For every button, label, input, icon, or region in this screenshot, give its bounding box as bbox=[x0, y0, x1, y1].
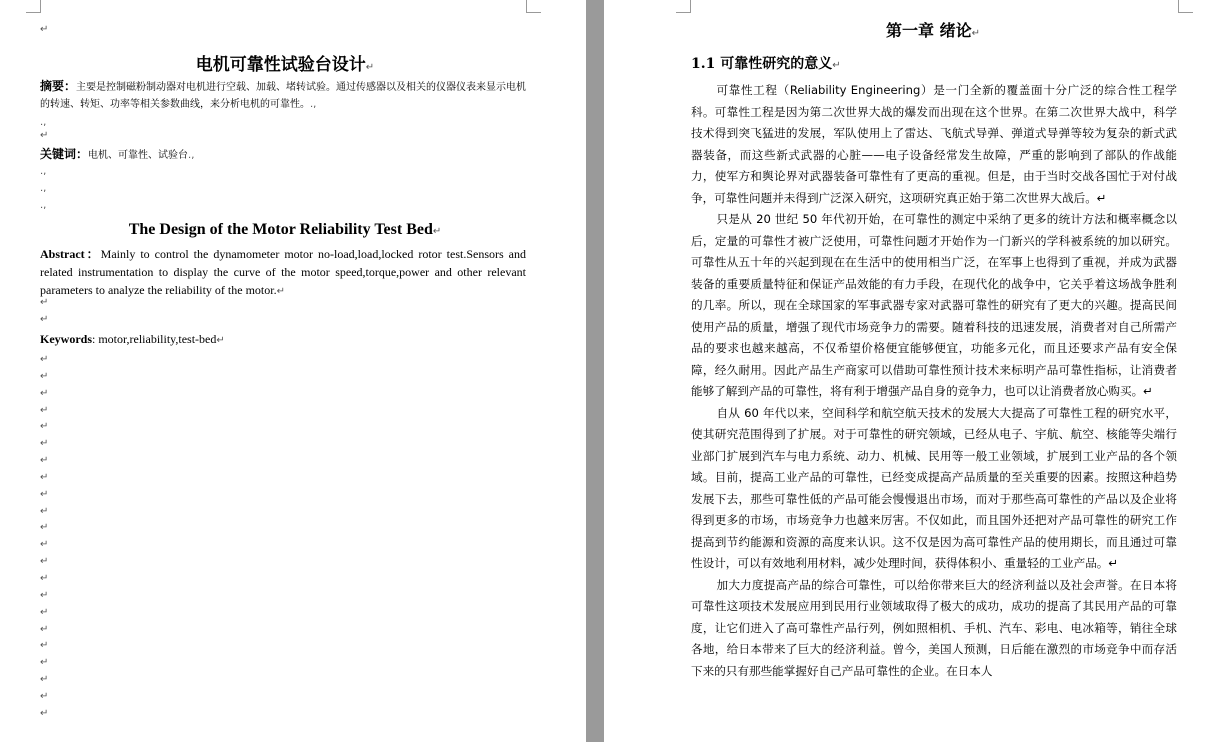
section-title: 1.1 可靠性研究的意义 bbox=[691, 56, 833, 72]
cn-abstract-text: 主要是控制磁粉制动器对电机进行空载、加载、堵转试验。通过传感器以及相关的仪器仪表来显示电机的转速、转矩、功率等相关参数曲线，来分析电机的可靠性。 bbox=[40, 82, 527, 110]
cn-document-title: 电机可靠性试验台设计 bbox=[195, 55, 366, 75]
en-abstract bbox=[40, 245, 526, 301]
paragraph-mark: ↵ bbox=[40, 539, 49, 551]
paragraph-mark: ↵ bbox=[40, 421, 49, 433]
paragraph-mark: ↵ bbox=[365, 62, 375, 73]
paragraph-mark: ↵ bbox=[40, 657, 49, 669]
paragraph-mark: ., bbox=[40, 117, 47, 128]
paragraph-mark: ., bbox=[310, 99, 317, 110]
paragraph-mark: ↵ bbox=[40, 404, 49, 416]
paragraph-mark: ↵ bbox=[40, 354, 49, 365]
paragraph-mark: ., bbox=[40, 166, 47, 177]
body-paragraph: 自从 60 年代以来，空间科学和航空航天技术的发展大大提高了可靠性工程的研究水平，使其研究范围得到了扩展。对于可靠性的研究领域，已经从电子、宇航、航空、核能等尖端行业部门扩展到汽车与电力系统、动力、机械、民用等一般工业领域，扩展到工业产品的各个领域。目前，提高工业产品的可靠性，已经变成提高产品质量的至关重要的因素。按照这种趋势发展下去，那些可靠性低的产品可能会慢慢退出市场，而对于那些高可靠性的产品以及企业将得到更多的市场，市场竞争力也越来厉害。不仅如此，而且国外还把对产品可靠性的研究工作提高到节约能源和资源的高度来认识。这不仅是因为高可靠性产品的使用期长，而且通过可靠性设计，可以有效地利用材料，减少处理时间，获得体积小、重量轻的工业产品。↵ bbox=[691, 405, 1177, 570]
paragraph-mark: ↵ bbox=[40, 455, 49, 467]
paragraph-mark: ↵ bbox=[40, 505, 49, 517]
paragraph-mark: ↵ bbox=[40, 370, 49, 382]
paragraph-mark: ↵ bbox=[40, 690, 49, 702]
paragraph-mark: ↵ bbox=[40, 314, 49, 325]
body-text bbox=[691, 80, 1177, 682]
paragraph-mark: ↵ bbox=[276, 286, 285, 297]
cn-keywords bbox=[40, 146, 528, 164]
paragraph-mark: ., bbox=[188, 150, 195, 161]
cn-abstract bbox=[40, 78, 528, 113]
empty-paragraph-marks bbox=[40, 354, 54, 725]
paragraph-mark: ↵ bbox=[40, 572, 49, 584]
paragraph-mark: ↵ bbox=[40, 297, 49, 308]
paragraph-mark: ↵ bbox=[40, 707, 49, 719]
crop-mark-top-right bbox=[1178, 0, 1193, 13]
document-page-right[interactable] bbox=[604, 0, 1220, 742]
paragraph-mark: ↵ bbox=[40, 471, 49, 483]
en-abstract-text: Mainly to control the dynamometer motor no-load,load,locked rotor test.Sensors and related instrumentation to display the curve of the motor speed,torque,power and other relevant parameters to analyze the reliability of the motor. bbox=[40, 247, 526, 297]
cn-abstract-label: 摘要： bbox=[40, 79, 77, 93]
body-paragraph: 加大力度提高产品的综合可靠性，可以给你带来巨大的经济利益以及社会声誉。在日本将可靠性这项技术发展应用到民用行业领域取得了极大的成功，成功的提高了其民用产品的可靠度，让它们进入了高可靠性产品行列，例如照相机、手机、汽车、彩电、电冰箱等，销往全球各地，给日本带来了巨大的经济利益。曾今，美国人预测，日后能在激烈的市场竞争中而存活下来的只有那些能掌握好自己产品可靠性的企业。在日本人 bbox=[691, 577, 1177, 678]
crop-mark-top-left bbox=[676, 0, 691, 13]
paragraph-mark: ↵ bbox=[40, 24, 49, 35]
paragraph-mark: ↵ bbox=[40, 438, 49, 450]
document-page-left[interactable] bbox=[0, 0, 586, 742]
paragraph-mark: ↵ bbox=[40, 623, 49, 635]
paragraph-mark: ↵ bbox=[40, 488, 49, 500]
paragraph-mark: ↵ bbox=[40, 674, 49, 686]
en-document-title: The Design of the Motor Reliability Test Bed bbox=[128, 221, 433, 238]
en-keywords-text: : motor,reliability,test-bed bbox=[92, 332, 217, 346]
paragraph-mark: ↵ bbox=[216, 335, 225, 346]
paragraph-mark: ., bbox=[40, 200, 47, 211]
paragraph-mark: ↵ bbox=[971, 28, 980, 39]
crop-mark-top-left bbox=[26, 0, 41, 13]
body-paragraph: 只是从 20 世纪 50 年代初开始，在可靠性的测定中采纳了更多的统计方法和概率概念以后，定量的可靠性才被广泛使用，可靠性问题才开始作为一门新兴的学科被系统的加以研究。可靠性从五十年的兴起到现在在生活中的使用相当广泛，在军事上也得到了重视，并成为武器装备的重要质量特征和保证产品效能的有力手段，在现代化的战争中，它关乎着这场战争胜利的几率。所以，现在全球国家的军事武器专家对武器可靠性的研究有了更大的兴趣。提高民间使用产品的质量，增强了现代市场竞争力的需要。随着科技的迅速发展，消费者对自己所需产品的要求也越来越高，不仅希望价格便宜能够便宜，功能多元化，而且还要求产品有安全保障，经久耐用。因此产品生产商家可以借助可靠性预计技术来标明产品可靠性指标，让消费者能够了解到产品的可靠性，将有利于增强产品自身的竞争力，也可以让消费者放心购买。↵ bbox=[691, 212, 1177, 398]
chapter-title: 第一章 绪论 bbox=[886, 21, 972, 40]
paragraph-mark: ↵ bbox=[832, 60, 841, 71]
paragraph-mark: ↵ bbox=[40, 387, 49, 399]
body-paragraph: 可靠性工程（Reliability Engineering）是一门全新的覆盖面十分广泛的综合性工程学科。可靠性工程是因为第二次世界大战的爆发而出现在这个世界。在第二次世界大战中，科学技术得到突飞猛进的发展，军队使用上了雷达、飞航式导弹、弹道式导弹等较为复杂的新式武器装备，而这些新式武器的心脏——电子设备经常发生故障，严重的影响到了部队的作战能力，使军方和舆论界对武器装备可靠性有了更高的重视。但是，由于当时交战各国忙于对付战争，可靠性问题并未得到广泛深入研究，这项研究真正始于第二次世界大战后。↵ bbox=[691, 83, 1177, 205]
paragraph-mark: ↵ bbox=[40, 640, 49, 652]
paragraph-mark: ↵ bbox=[40, 556, 49, 568]
cn-keywords-text: 电机、可靠性、试验台 bbox=[88, 150, 189, 161]
cn-keywords-label: 关键词： bbox=[40, 147, 89, 161]
crop-mark-top-right bbox=[526, 0, 541, 13]
paragraph-mark: ↵ bbox=[40, 130, 49, 141]
paragraph-mark: ↵ bbox=[40, 522, 49, 534]
paragraph-mark: ↵ bbox=[432, 226, 442, 237]
en-keywords-label: Keywords bbox=[40, 332, 92, 346]
en-abstract-label: Abstract： bbox=[40, 247, 101, 261]
paragraph-mark: ., bbox=[40, 183, 47, 194]
paragraph-mark: ↵ bbox=[40, 589, 49, 601]
paragraph-mark: ↵ bbox=[40, 606, 49, 618]
en-keywords bbox=[40, 330, 526, 350]
